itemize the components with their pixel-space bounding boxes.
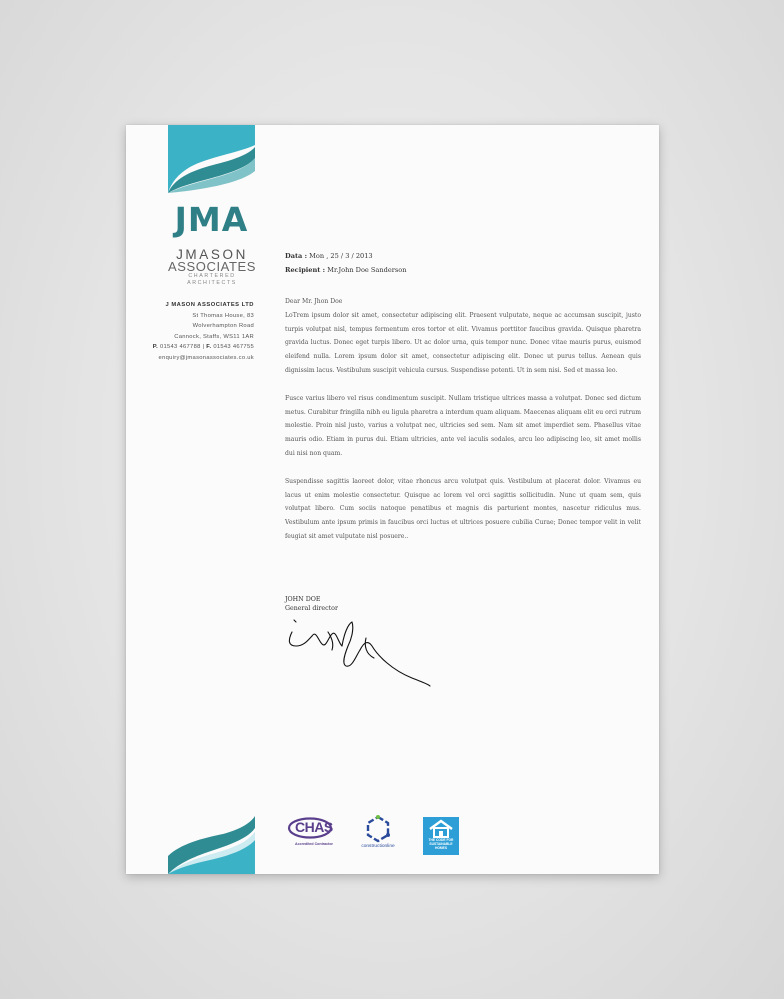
logo-name-line2: ASSOCIATES <box>167 259 257 274</box>
paragraph-2: Fusce varius libero vel risus condimentum suscipit. Nullam tristique ultrices massa a volutpat. Donec sed dictum metus. Curabitur fringilla nibh eu ligula pharetra a interdum quam aliquam. Maecenas aliquam elit eu orci rutrum molestie. Proin nisl justo, varius a volutpat nec, ultricies sed sem. Nam sit amet imperdiet sem. Phasellus vitae mauris odio. Etiam in purus dui. Etiam ultricies, ante vel iaculis sodales, arcu leo adipiscing leo, sit amet mollis dui nisi non quam. <box>285 394 641 457</box>
salutation: Dear Mr. Jhon Doe <box>285 298 343 305</box>
address-line3: Cannock, Staffs, WS11 1AR <box>174 333 254 340</box>
code-line1: THE CODE FOR <box>428 838 454 842</box>
address-line1: St Thomas House, 83 <box>192 312 254 319</box>
handwritten-signature <box>282 612 432 692</box>
code-line2: SUSTAINABLE <box>429 842 453 846</box>
company-name: J MASON ASSOCIATES LTD <box>165 302 254 308</box>
recipient-label: Recipient : <box>285 266 326 274</box>
phone-fax-line: P. 01543 467788 | F. 01543 467755 <box>152 344 254 350</box>
logo-tagline: CHARTERED ARCHITECTS <box>187 273 237 286</box>
date-line <box>285 252 373 260</box>
recipient-value: Mr.John Doe Sanderson <box>327 266 407 274</box>
logo-initials: JMA <box>174 200 249 239</box>
bottom-wave-band <box>168 816 255 874</box>
logo-name-line1: JMASON <box>176 247 248 262</box>
phone-number: 01543 467788 <box>159 344 201 350</box>
phone-label: P. <box>152 344 159 350</box>
signer-title: General director <box>285 605 338 612</box>
signer-name: JOHN DOE <box>285 596 321 603</box>
constructionline-badge <box>356 815 400 855</box>
letterhead-page <box>126 125 659 874</box>
top-wave-band <box>168 125 255 193</box>
email-address[interactable]: enquiry@jmasonassociates.co.uk <box>158 354 254 361</box>
fax-number: 01543 467755 <box>213 344 254 350</box>
paragraph-1: LoTrem ipsum dolor sit amet, consectetur adipiscing elit. Praesent vulputate, neque ac accumsan suscipit, justo turpis volutpat nisl, tempus fermentum eros tortor et elit. Vivamus porttitor faucibus gravida. Quisque pharetra gravida luctus. Donec eget turpis libero. Ut ac dolor urna, quis tempor nunc. Donec vitae mauris purus, euismod eleifend nulla. Lorem ipsum dolor sit amet, consectetur adipiscing elit. Donec ut purus tellus. Aenean quis dignissim lacus. Vestibulum suscipit vehicula cursus. Suspendisse potenti. Ut in sem nisi. Sed et massa leo. <box>285 311 641 374</box>
date-value: Mon , 25 / 3 / 2013 <box>309 252 373 260</box>
fax-label: F. <box>206 344 212 350</box>
chas-badge <box>286 817 344 853</box>
signature-block <box>285 595 338 613</box>
house-icon <box>424 818 458 838</box>
constructionline-logo-icon <box>356 815 400 845</box>
sustainable-homes-badge <box>423 817 459 855</box>
chas-logo-text: CHAS <box>295 819 333 835</box>
chas-subtext: Accredited Contractor <box>295 842 333 846</box>
constructionline-text: constructionline <box>361 844 395 849</box>
recipient-line <box>285 266 407 274</box>
date-label: Data : <box>285 252 308 260</box>
address-line2: Wolverhampton Road <box>192 323 254 329</box>
code-line3: HOMES <box>434 846 448 850</box>
paragraph-3: Suspendisse sagittis laoreet dolor, vitae rhoncus arcu volutpat quis. Vestibulum at placerat dolor. Vivamus eu lacus ut enim molestie consectetur. Quisque ac lorem vel orci sagittis sollicitudin. Nunc ut quam sem, quis volutpat libero. Cum sociis natoque penatibus et magnis dis parturient montes, nascetur ridiculus mus. Vestibulum ante ipsum primis in faucibus orci luctus et ultrices posuere cubilia Curae; Donec tempor velit in velit feugiat sit amet vulputate nisl posuere.. <box>285 477 641 540</box>
sustainable-homes-text <box>424 838 458 850</box>
letter-body <box>285 295 641 544</box>
company-address <box>114 300 254 363</box>
